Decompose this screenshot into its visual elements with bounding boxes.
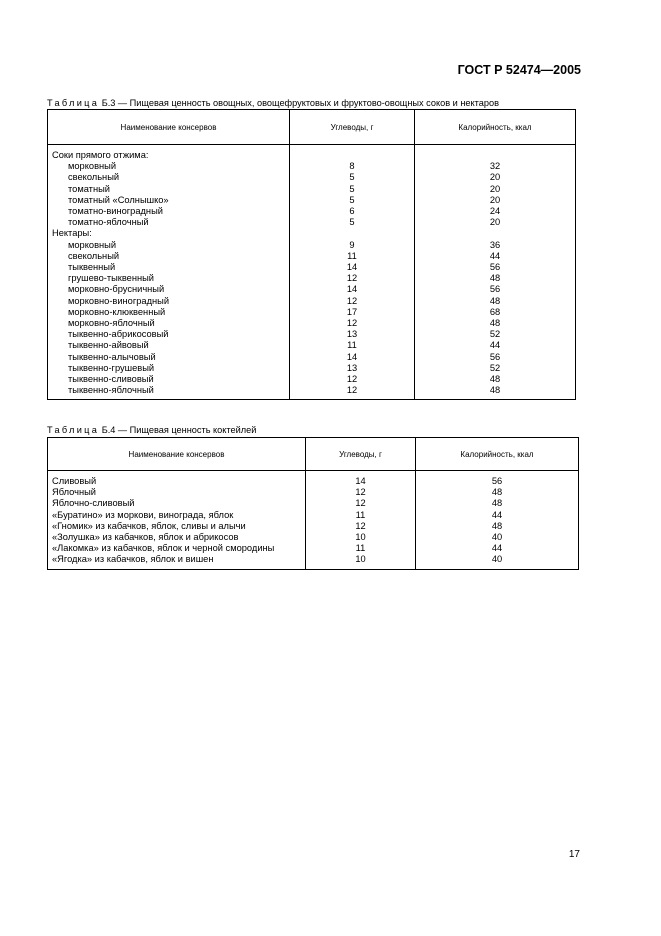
carbs-cell: [290, 228, 415, 239]
product-name-cell: Яблочно-сливовый: [52, 498, 135, 509]
carbs-cell: 11: [306, 543, 416, 554]
product-name-cell: свекольный: [68, 250, 120, 261]
kcal-cell: 20: [489, 183, 501, 194]
kcal-cell: 56: [491, 476, 503, 486]
product-name-cell: Сливовый: [52, 476, 97, 486]
product-name-cell: морковно-брусничный: [68, 284, 165, 295]
kcal-cell: 20: [489, 217, 501, 228]
table-label: Таблица: [47, 98, 100, 108]
carbs-cell: 12: [290, 318, 415, 329]
table-row: [48, 487, 579, 498]
table-row: [48, 385, 576, 400]
table-row: [48, 145, 576, 162]
product-name-cell: тыквенно-алычовый: [68, 351, 156, 362]
table-row: [48, 262, 576, 273]
product-name-cell: Яблочный: [52, 487, 96, 498]
kcal-cell: 32: [489, 161, 501, 172]
product-name-cell: морковно-виноградный: [68, 295, 170, 306]
product-name-cell: тыквенно-абрикосовый: [68, 329, 169, 340]
product-name-cell: «Гномик» из кабачков, яблок, сливы и алычи: [52, 520, 246, 531]
carbs-cell: 8: [290, 161, 415, 172]
product-name-cell: «Ягодка» из кабачков, яблок и вишен: [52, 554, 214, 565]
kcal-cell: 48: [491, 498, 503, 509]
table-b4-body: [48, 471, 579, 570]
carbs-cell: 17: [290, 307, 415, 318]
product-name-cell: тыквенно-айвовый: [68, 340, 149, 351]
carbs-cell: 12: [290, 273, 415, 284]
kcal-cell: 56: [489, 351, 501, 362]
kcal-cell: 48: [489, 318, 501, 329]
table-row: [48, 296, 576, 307]
kcal-cell: 56: [489, 262, 501, 273]
product-name-cell: томатный «Солнышко»: [68, 194, 169, 205]
product-name-cell: томатно-яблочный: [68, 217, 149, 228]
carbs-cell: 10: [306, 532, 416, 543]
carbs-cell: 14: [290, 284, 415, 295]
product-name-cell: морковно-яблочный: [68, 318, 155, 329]
carbs-cell: 12: [290, 374, 415, 385]
table-row: [48, 240, 576, 251]
carbs-cell: 5: [290, 195, 415, 206]
table-row: [48, 307, 576, 318]
table-label: Таблица: [47, 425, 100, 435]
kcal-cell: 48: [491, 487, 503, 498]
carbs-cell: 12: [306, 521, 416, 532]
table-row: [48, 161, 576, 172]
table-row: [48, 340, 576, 351]
table-row: [48, 498, 579, 509]
product-name-cell: морковный: [68, 161, 117, 172]
table-row: [48, 374, 576, 385]
carbs-cell: 5: [290, 217, 415, 228]
table-b3-body: [48, 145, 576, 400]
column-header-name: Наименование консервов: [48, 438, 306, 471]
kcal-cell: 44: [489, 250, 501, 261]
kcal-cell: 68: [489, 306, 501, 317]
table-row: [48, 363, 576, 374]
product-name-cell: тыквенный: [68, 262, 116, 273]
table-caption-text: Б.4 — Пищевая ценность коктейлей: [101, 425, 257, 435]
carbs-cell: 9: [290, 240, 415, 251]
table-b4: [47, 437, 579, 570]
table-row: [48, 521, 579, 532]
kcal-cell: 44: [489, 340, 501, 351]
table-row: [48, 352, 576, 363]
kcal-cell: 56: [489, 284, 501, 295]
product-name-cell: тыквенно-сливовый: [68, 374, 154, 385]
column-header-kcal: Калорийность, ккал: [415, 110, 576, 145]
table-row: [48, 554, 579, 569]
product-name-cell: Соки прямого отжима:: [52, 150, 149, 160]
table-row: [48, 510, 579, 521]
carbs-cell: 11: [306, 510, 416, 521]
table-row: [48, 284, 576, 295]
table-row: [48, 273, 576, 284]
kcal-cell: 48: [489, 273, 501, 284]
carbs-cell: 11: [290, 340, 415, 351]
kcal-cell: 48: [489, 385, 501, 396]
table-row: [48, 195, 576, 206]
carbs-cell: 12: [306, 487, 416, 498]
page-number: 17: [568, 849, 580, 860]
table-row: [48, 532, 579, 543]
kcal-cell: 36: [489, 239, 501, 250]
carbs-cell: 14: [306, 471, 416, 488]
column-header-carbs: Углеводы, г: [290, 110, 415, 145]
carbs-cell: 11: [290, 251, 415, 262]
carbs-cell: 14: [290, 262, 415, 273]
table-b4-caption: [47, 425, 256, 435]
kcal-cell: [415, 228, 576, 239]
kcal-cell: 52: [489, 329, 501, 340]
kcal-cell: 24: [489, 206, 501, 217]
product-name-cell: морковный: [68, 239, 117, 250]
carbs-cell: [290, 145, 415, 162]
table-caption-text: Б.3 — Пищевая ценность овощных, овощефруктовых и фруктово-овощных соков и нектаров: [101, 98, 499, 108]
table-row: [48, 543, 579, 554]
table-row: [48, 228, 576, 239]
column-header-name: Наименование консервов: [48, 110, 290, 145]
product-name-cell: томатный: [68, 183, 110, 194]
product-name-cell: тыквенно-яблочный: [68, 385, 154, 396]
product-name-cell: грушево-тыквенный: [68, 273, 154, 284]
kcal-cell: 44: [491, 543, 503, 554]
table-b3: [47, 109, 576, 400]
kcal-cell: 20: [489, 194, 501, 205]
product-name-cell: морковно-клюквенный: [68, 306, 166, 317]
kcal-cell: 48: [489, 295, 501, 306]
column-header-kcal: Калорийность, ккал: [416, 438, 579, 471]
table-row: [48, 206, 576, 217]
carbs-cell: 12: [290, 385, 415, 400]
carbs-cell: 13: [290, 329, 415, 340]
kcal-cell: 20: [489, 172, 501, 183]
carbs-cell: 5: [290, 184, 415, 195]
carbs-cell: 5: [290, 172, 415, 183]
kcal-cell: 40: [491, 554, 503, 565]
table-row: [48, 217, 576, 228]
carbs-cell: 6: [290, 206, 415, 217]
table-row: [48, 471, 579, 488]
table-row: [48, 329, 576, 340]
table-row: [48, 184, 576, 195]
kcal-cell: 52: [489, 362, 501, 373]
product-name-cell: тыквенно-грушевый: [68, 362, 155, 373]
kcal-cell: 48: [491, 520, 503, 531]
carbs-cell: 12: [306, 498, 416, 509]
product-name-cell: «Буратино» из моркови, винограда, яблок: [52, 509, 234, 520]
product-name-cell: «Золушка» из кабачков, яблок и абрикосов: [52, 532, 239, 543]
carbs-cell: 14: [290, 352, 415, 363]
product-name-cell: свекольный: [68, 172, 120, 183]
table-b3-caption: [47, 98, 499, 108]
kcal-cell: [415, 145, 576, 162]
product-name-cell: томатно-виноградный: [68, 206, 163, 217]
carbs-cell: 13: [290, 363, 415, 374]
carbs-cell: 10: [306, 554, 416, 569]
table-row: [48, 172, 576, 183]
document-id: ГОСТ Р 52474—2005: [457, 63, 581, 77]
kcal-cell: 48: [489, 374, 501, 385]
table-row: [48, 318, 576, 329]
table-row: [48, 251, 576, 262]
column-header-carbs: Углеводы, г: [306, 438, 416, 471]
kcal-cell: 40: [491, 532, 503, 543]
product-name-cell: «Лакомка» из кабачков, яблок и черной смородины: [52, 543, 275, 554]
kcal-cell: 44: [491, 509, 503, 520]
product-name-cell: Нектары:: [52, 228, 92, 239]
carbs-cell: 12: [290, 296, 415, 307]
